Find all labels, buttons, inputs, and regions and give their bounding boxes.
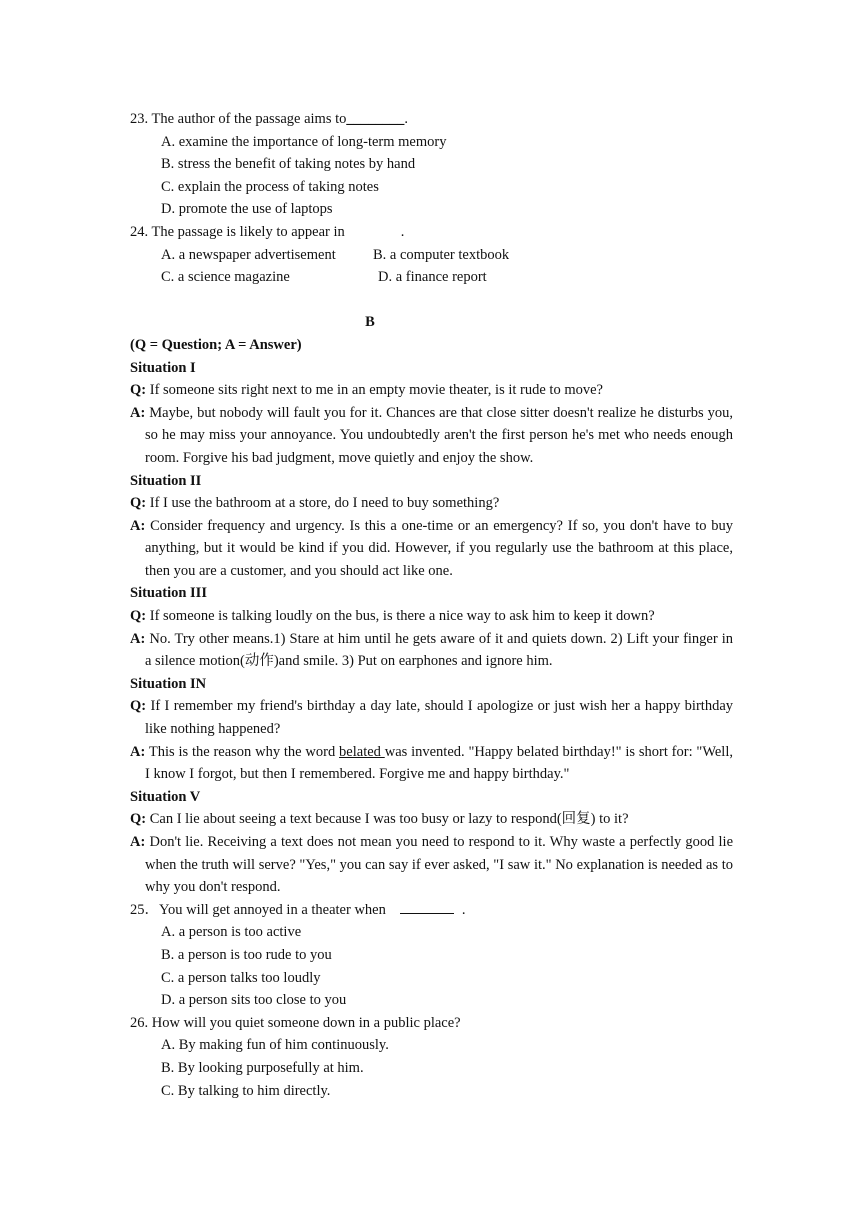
question-24-period: . (400, 223, 405, 240)
a-label: A: (130, 404, 146, 421)
q24-option-a: A. a newspaper advertisement (161, 246, 336, 263)
document-body (130, 108, 733, 1102)
a-label: A: (130, 630, 146, 647)
section-legend: (Q = Question; A = Answer) (130, 336, 302, 353)
a-label: A: (130, 743, 146, 760)
situation-4-title: Situation IN (130, 675, 207, 692)
q23-option-c: C. explain the process of taking notes (161, 178, 379, 195)
question-25-blank (400, 899, 454, 914)
q25-option-d: D. a person sits too close to you (161, 992, 347, 1009)
situation-2-question (130, 492, 733, 515)
situation-1-title: Situation I (130, 359, 196, 376)
situation-2-answer (130, 515, 733, 583)
situation-4-question-text: If I remember my friend's birthday a day late, should I apologize or just wish her a happy birthday like nothing happened? (145, 698, 734, 738)
q24-option-c: C. a science magazine (161, 269, 290, 286)
question-23 (130, 108, 733, 131)
question-25-stem: 25．You will get annoyed in a theater when (130, 901, 386, 918)
situation-1-answer-text: Maybe, but nobody will fault you for it. Chances are that close sitter doesn't realize he disturbs you, so he may miss your annoyance. You undoubtedly aren't the first person he's met who needs enough room. Forgive his bad judgment, move quietly and enjoy the show. (145, 404, 733, 466)
question-23-blank: ________ (346, 111, 405, 127)
situation-4-question (130, 695, 733, 740)
q23-option-a: A. examine the importance of long-term memory (161, 133, 447, 150)
situation-2-question-text: If I use the bathroom at a store, do I need to buy something? (149, 495, 500, 512)
situation-3-answer-text: No. Try other means.1) Stare at him until he gets aware of it and quiets down. 2) Lift your finger in a silence motion(动作)and smile. 3) Put on earphones and ignore him. (145, 630, 733, 670)
situation-2-answer-text: Consider frequency and urgency. Is this a one-time or an emergency? If so, you don't have to buy anything, but it would be kind if you did. However, if you regularly use the bathroom at this place, then you are a customer, and you should act like one. (145, 517, 734, 579)
q24-option-d: D. a finance report (378, 269, 487, 286)
q24-options-row-1 (130, 244, 733, 267)
question-25 (130, 899, 733, 922)
q25-option-c: C. a person talks too loudly (161, 969, 321, 986)
situation-3-question-text: If someone is talking loudly on the bus, is there a nice way to ask him to keep it down? (149, 608, 655, 625)
situation-3-title: Situation III (130, 585, 207, 602)
situation-4-answer-text-end: was invented. "Happy belated birthday!" is short for: "Well, I know I forgot, but then I remembered. Forgive me and happy birthday." (145, 743, 733, 783)
situation-1-question-text: If someone sits right next to me in an empty movie theater, is it rude to move? (149, 382, 603, 399)
question-26: 26. How will you quiet someone down in a public place? (130, 1014, 461, 1031)
q25-option-b: B. a person is too rude to you (161, 946, 332, 963)
situation-1-question (130, 379, 733, 402)
q-label: Q: (130, 382, 147, 399)
a-label: A: (130, 834, 146, 850)
situation-5-title: Situation V (130, 788, 201, 805)
q-label: Q: (130, 495, 147, 512)
question-24 (130, 221, 733, 244)
q24-option-b: B. a computer textbook (373, 246, 510, 263)
question-23-stem: 23. The author of the passage aims to (130, 111, 347, 127)
q-label: Q: (130, 811, 147, 828)
q26-option-a: A. By making fun of him continuously. (161, 1037, 389, 1054)
question-24-stem: 24. The passage is likely to appear in (130, 223, 345, 240)
question-23-period: . (404, 111, 408, 127)
spacer (130, 289, 733, 312)
situation-3-answer (130, 628, 733, 673)
situation-5-answer (130, 831, 733, 899)
q23-option-b: B. stress the benefit of taking notes by hand (161, 156, 416, 173)
q23-option-d: D. promote the use of laptops (161, 201, 333, 218)
question-25-period: . (461, 901, 466, 918)
a-label: A: (130, 517, 146, 534)
section-heading: B (365, 314, 375, 331)
situation-5-question-text: Can I lie about seeing a text because I was too busy or lazy to respond(回复) to it? (149, 811, 629, 828)
situation-4-answer (130, 741, 733, 786)
situation-5-question (130, 808, 733, 831)
underlined-word-belated: belated (339, 743, 385, 760)
q-label: Q: (130, 698, 147, 715)
situation-3-question (130, 605, 733, 628)
situation-1-answer (130, 402, 733, 470)
situation-2-title: Situation II (130, 472, 202, 489)
q26-option-b: B. By looking purposefully at him. (161, 1059, 364, 1076)
situation-5-answer-text: Don't lie. Receiving a text does not mean you need to respond to it. Why waste a perfectly good lie when the truth will serve? "Yes," you can say if ever asked, "I saw it." No explanation is needed as to why you don't respond. (145, 834, 734, 896)
situation-4-answer-text-start: This is the reason why the word (148, 743, 340, 760)
q-label: Q: (130, 608, 147, 625)
q26-option-c: C. By talking to him directly. (161, 1082, 331, 1099)
q25-option-a: A. a person is too active (161, 924, 302, 941)
q24-options-row-2 (130, 266, 733, 289)
